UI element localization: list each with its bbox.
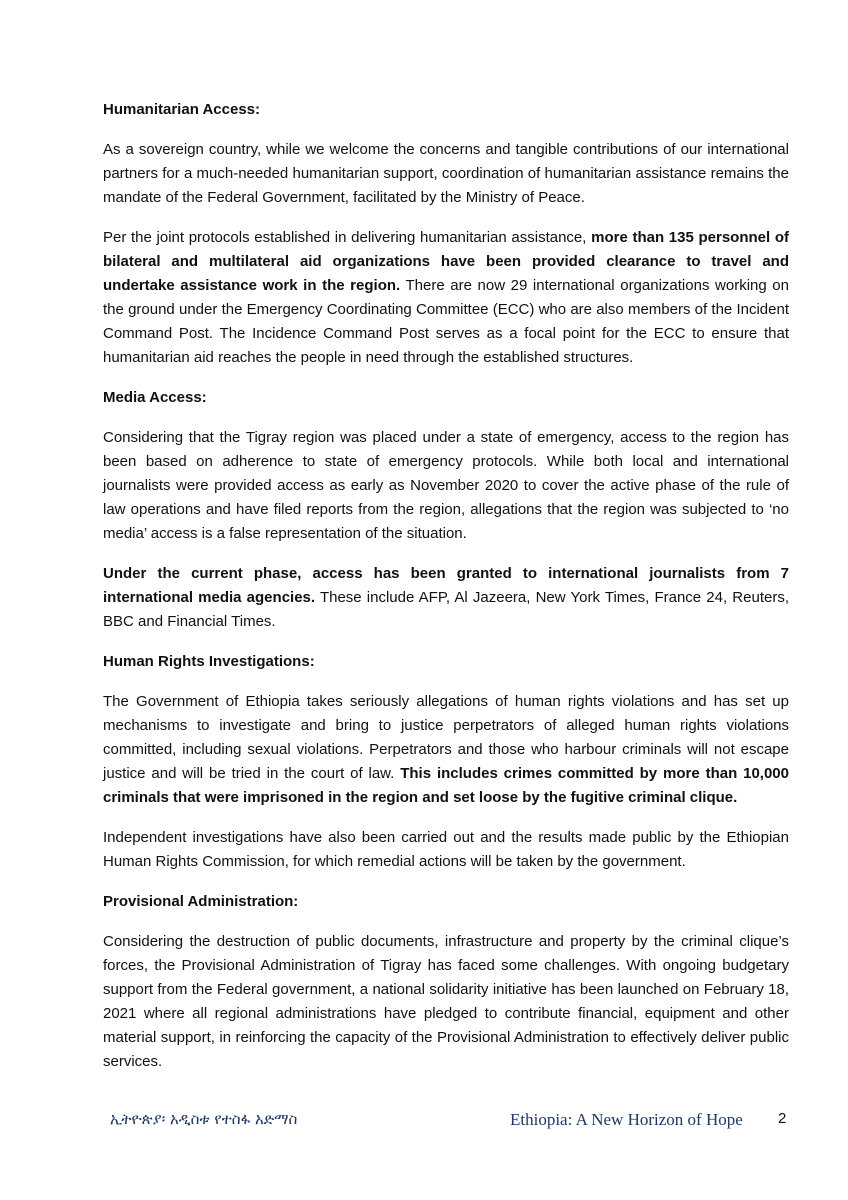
paragraph	[103, 426, 789, 546]
text-run: Considering the destruction of public documents, infrastructure and property by the criminal clique’s forces, the Provisional Administration of Tigray has faced some challenges. With ongoing budgetary support from the Federal government, a national solidarity initiative has been launched on February 18, 2021 where all regional administrations have pledged to contribute financial, equipment and other material support, in reinforcing the capacity of the Provisional Administration to effectively deliver public services.	[103, 933, 789, 1070]
text-run: Considering that the Tigray region was placed under a state of emergency, access to the region has been based on adherence to state of emergency protocols. While both local and international journalists were provided access as early as November 2020 to cover the active phase of the rule of law operations and have filed reports from the region, allegations that the region was subjected to ‘no media’ access is a false representation of the situation.	[103, 429, 789, 542]
text-run: Per the joint protocols established in delivering humanitarian assistance,	[103, 229, 592, 246]
page-footer	[0, 1110, 848, 1140]
text-run: As a sovereign country, while we welcome the concerns and tangible contributions of our international partners for a much-needed humanitarian support, coordination of humanitarian assistance remains the mandate of the Federal Government, facilitated by the Ministry of Peace.	[103, 141, 789, 206]
section-humanitarian-access	[103, 98, 789, 370]
bold-text: This includes crimes committed by more than 10,000 criminals that were imprisoned in the region and set loose by the fugitive criminal clique.	[103, 765, 789, 806]
section-provisional-administration	[103, 890, 789, 1074]
text-run: The Government of Ethiopia takes seriously allegations of human rights violations and has set up mechanisms to investigate and bring to justice perpetrators of alleged human rights violations committed, including sexual violations. Perpetrators and those who harbour criminals will not escape justice and will be tried in the court of law.	[103, 693, 789, 782]
bold-text: Under the current phase, access has been granted to international journalists from 7 international media agencies.	[103, 565, 789, 606]
bold-text: more than 135 personnel of bilateral and multilateral aid organizations have been provided clearance to travel and undertake assistance work in the region.	[103, 229, 789, 294]
text-run: There are now 29 international organizations working on the ground under the Emergency Coordinating Committee (ECC) who are also members of the Incident Command Post. The Incidence Command Post serves as a focal point for the ECC to ensure that humanitarian aid reaches the people in need through the established structures.	[103, 277, 789, 366]
section-heading: Media Access:	[103, 389, 207, 406]
footer-english-title: Ethiopia: A New Horizon of Hope	[510, 1110, 743, 1129]
section-media-access	[103, 386, 789, 634]
section-heading: Human Rights Investigations:	[103, 653, 315, 670]
paragraph	[103, 930, 789, 1074]
paragraph	[103, 562, 789, 634]
page-number: 2	[778, 1110, 787, 1127]
paragraph	[103, 826, 789, 874]
text-run: Independent investigations have also been carried out and the results made public by the Ethiopian Human Rights Commission, for which remedial actions will be taken by the government.	[103, 829, 789, 870]
section-heading: Provisional Administration:	[103, 893, 299, 910]
section-human-rights-investigations	[103, 650, 789, 874]
paragraph	[103, 690, 789, 810]
footer-amharic-title: ኢትዮጵያ፡ አዲስቱ የተስፋ አድማስ	[110, 1110, 298, 1128]
paragraph	[103, 226, 789, 370]
document-body	[103, 98, 789, 1090]
text-run: These include AFP, Al Jazeera, New York Times, France 24, Reuters, BBC and Financial Times.	[103, 589, 789, 630]
section-heading: Humanitarian Access:	[103, 101, 261, 118]
paragraph	[103, 138, 789, 210]
